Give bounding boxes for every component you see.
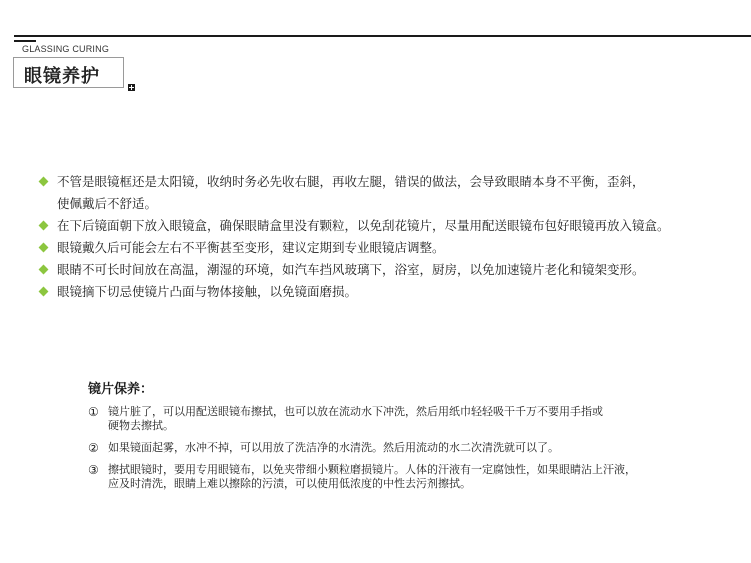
- list-item: [88, 405, 738, 433]
- list-item-text-continued: 应及时清洗，眼睛上难以擦除的污渍，可以使用低浓度的中性去污剂擦拭。: [108, 477, 471, 490]
- list-item: [38, 215, 748, 237]
- list-item-text: 眼睛不可长时间放在高温，潮湿的环境，如汽车挡风玻璃下，浴室，厨房，以免加速镜片老化和镜架变形。: [57, 262, 645, 277]
- list-item-text-continued: 硬物去擦拭。: [108, 419, 174, 432]
- header-rule: [14, 35, 751, 37]
- item-number: ①: [88, 405, 99, 419]
- list-item-text: 在下后镜面朝下放入眼镜盒，确保眼睛盒里没有颗粒，以免刮花镜片，尽量用配送眼镜布包好眼镜再放入镜盒。: [57, 218, 670, 233]
- plus-icon: [128, 84, 135, 91]
- list-item-text-continued: 使佩戴后不舒适。: [57, 196, 158, 211]
- list-item: [88, 441, 738, 455]
- header-title-box: [13, 57, 124, 88]
- list-item: [88, 463, 738, 491]
- diamond-bullet-icon: [39, 287, 49, 297]
- diamond-bullet-icon: [39, 243, 49, 253]
- list-item: [38, 237, 748, 259]
- header-rule-accent: [14, 40, 36, 42]
- list-item-text: 如果镜面起雾，水冲不掉，可以用放了洗洁净的水清洗。然后用流动的水二次清洗就可以了。: [108, 441, 559, 454]
- diamond-bullet-icon: [39, 265, 49, 275]
- diamond-bullet-icon: [39, 221, 49, 231]
- lens-care-list: [88, 405, 738, 491]
- item-number: ③: [88, 463, 99, 477]
- page-title: 眼镜养护: [24, 66, 100, 87]
- header-subtitle-en: GLASSING CURING: [22, 44, 110, 54]
- item-number: ②: [88, 441, 99, 455]
- list-item-text: 镜片脏了，可以用配送眼镜布擦拭，也可以放在流动水下冲洗，然后用纸巾轻轻吸干千万不要用手指或: [108, 405, 603, 418]
- tips-list: [38, 171, 748, 303]
- list-item: [38, 259, 748, 281]
- lens-care-title: 镜片保养：: [88, 382, 154, 397]
- diamond-bullet-icon: [39, 177, 49, 187]
- list-item-text: 不管是眼镜框还是太阳镜，收纳时务必先收右腿，再收左腿，错误的做法，会导致眼睛本身不平衡，歪斜，: [57, 174, 645, 189]
- list-item: [38, 281, 748, 303]
- list-item-text: 眼镜摘下切忌使镜片凸面与物体接触，以免镜面磨损。: [57, 284, 358, 299]
- list-item: [38, 171, 748, 215]
- list-item-text: 擦拭眼镜时，要用专用眼镜布，以免夹带细小颗粒磨损镜片。人体的汗液有一定腐蚀性，如果眼睛沾上汗液，: [108, 463, 636, 476]
- list-item-text: 眼镜戴久后可能会左右不平衡甚至变形，建议定期到专业眼镜店调整。: [57, 240, 445, 255]
- lens-care-section: [88, 378, 738, 499]
